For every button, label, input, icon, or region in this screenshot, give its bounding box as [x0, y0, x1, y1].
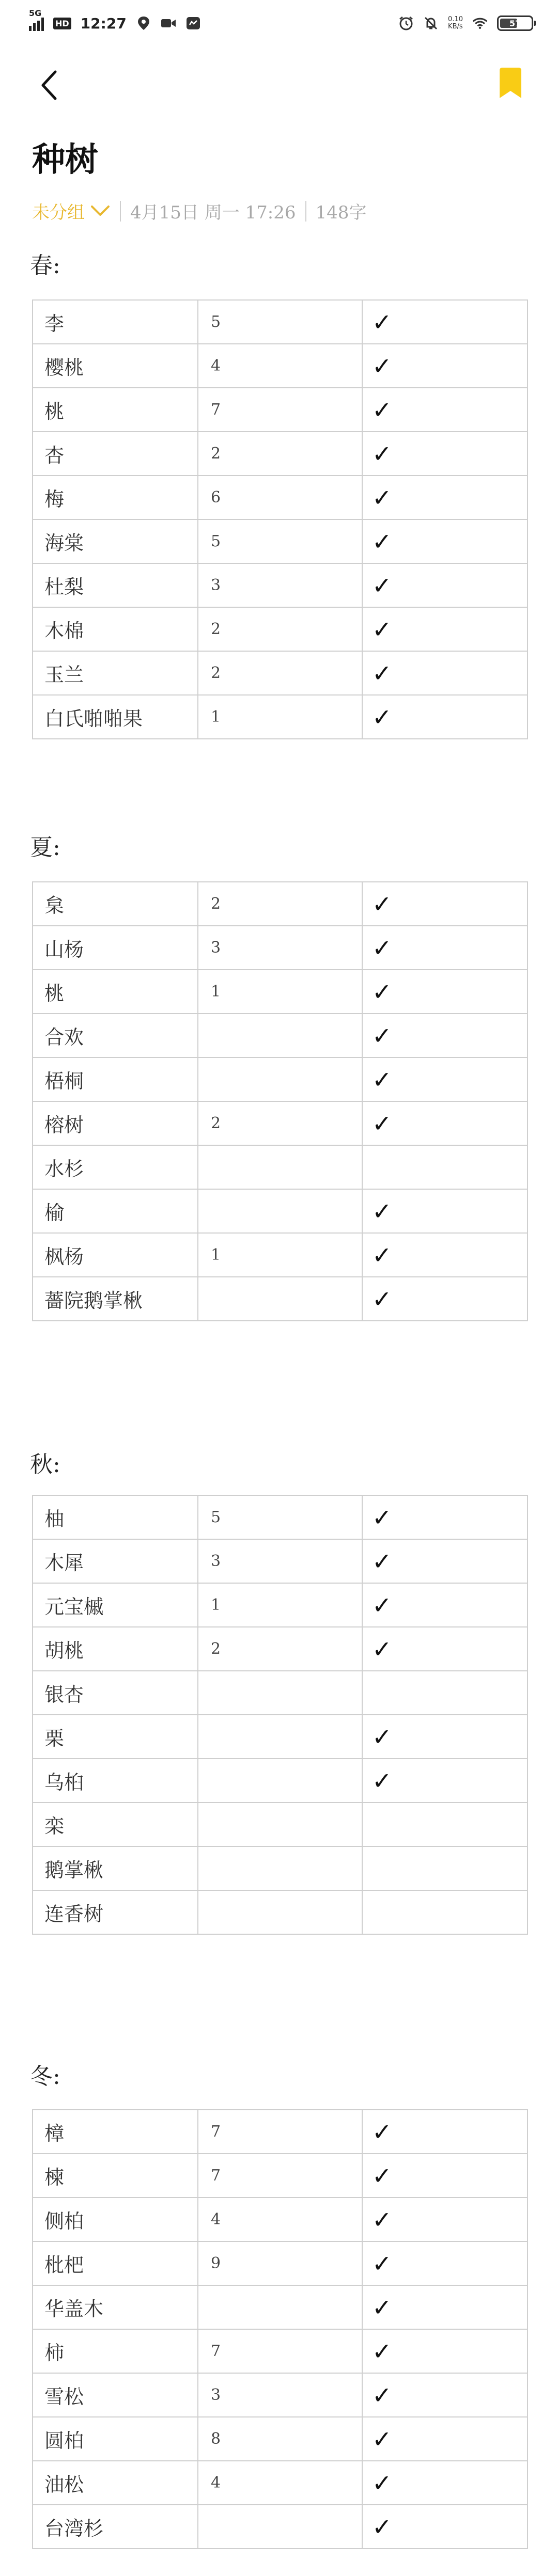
done-check-cell[interactable]: ✓: [362, 882, 528, 926]
quantity-cell[interactable]: 1: [198, 970, 362, 1014]
quantity-cell[interactable]: 2: [198, 1101, 362, 1145]
done-check-cell[interactable]: ✓: [362, 651, 528, 695]
note-title[interactable]: 种树: [32, 140, 98, 179]
quantity-cell[interactable]: [198, 1057, 362, 1101]
tree-name-cell[interactable]: 银杏: [33, 1671, 198, 1715]
tree-name-cell[interactable]: 枇杷: [33, 2241, 198, 2285]
tree-name-cell[interactable]: 榆: [33, 1189, 198, 1233]
status-bar: [0, 0, 558, 46]
tree-name-cell[interactable]: 鹅掌楸: [33, 1846, 198, 1890]
section-heading-spring: 春:: [30, 252, 60, 279]
quantity-cell[interactable]: 3: [198, 1539, 362, 1583]
table-row: [33, 2505, 528, 2549]
tree-name-cell[interactable]: 水杉: [33, 1145, 198, 1189]
table-row: [33, 2461, 528, 2505]
quantity-cell[interactable]: 7: [198, 2154, 362, 2198]
quantity-cell[interactable]: [198, 1803, 362, 1846]
quantity-cell[interactable]: 7: [198, 388, 362, 432]
done-check-cell[interactable]: ✓: [362, 2505, 528, 2549]
done-check-cell[interactable]: ✓: [362, 2241, 528, 2285]
network-speed: [448, 16, 463, 30]
table-row: [33, 882, 528, 926]
table-row: [33, 476, 528, 519]
note-date: 4月15日 周一 17:26: [130, 202, 296, 223]
tree-name-cell[interactable]: 木犀: [33, 1539, 198, 1583]
message-icon: [185, 15, 201, 31]
tree-name-cell[interactable]: 樱桃: [33, 344, 198, 388]
table-row: [33, 1189, 528, 1233]
tree-name-cell[interactable]: 木棉: [33, 607, 198, 651]
tree-name-cell[interactable]: 榕树: [33, 1101, 198, 1145]
quantity-cell[interactable]: 2: [198, 607, 362, 651]
done-check-cell[interactable]: [362, 1846, 528, 1890]
table-row: [33, 344, 528, 388]
done-check-cell[interactable]: ✓: [362, 2154, 528, 2198]
done-check-cell[interactable]: ✓: [362, 2329, 528, 2373]
table-row: [33, 1890, 528, 1934]
done-check-cell[interactable]: ✓: [362, 695, 528, 739]
table-row: [33, 2241, 528, 2285]
quantity-cell[interactable]: 8: [198, 2417, 362, 2461]
tree-name-cell[interactable]: 元宝槭: [33, 1583, 198, 1627]
tree-name-cell[interactable]: 桃: [33, 970, 198, 1014]
table-row: [33, 2198, 528, 2241]
done-check-cell[interactable]: ✓: [362, 2373, 528, 2417]
word-count: 148字: [315, 202, 367, 223]
table-row: [33, 651, 528, 695]
table-row: [33, 1715, 528, 1759]
tree-name-cell[interactable]: 圆柏: [33, 2417, 198, 2461]
tree-name-cell[interactable]: 连香树: [33, 1890, 198, 1934]
tree-name-cell[interactable]: 胡桃: [33, 1627, 198, 1671]
bookmark-button[interactable]: [495, 65, 526, 101]
quantity-cell[interactable]: [198, 1145, 362, 1189]
network-type: 5G: [29, 8, 42, 18]
tree-name-cell[interactable]: 山杨: [33, 926, 198, 970]
tree-name-cell[interactable]: 杏: [33, 432, 198, 476]
done-check-cell[interactable]: ✓: [362, 970, 528, 1014]
quantity-cell[interactable]: [198, 1014, 362, 1057]
back-button[interactable]: [31, 67, 67, 103]
table-row: [33, 2110, 528, 2154]
video-camera-icon: [161, 15, 176, 31]
quantity-cell[interactable]: 3: [198, 563, 362, 607]
tree-name-cell[interactable]: 柚: [33, 1495, 198, 1539]
table-autumn: [32, 1495, 528, 1935]
tree-name-cell[interactable]: 梧桐: [33, 1057, 198, 1101]
table-row: [33, 1846, 528, 1890]
tree-name-cell[interactable]: 薔院鹅掌楸: [33, 1277, 198, 1321]
done-check-cell[interactable]: ✓: [362, 1057, 528, 1101]
tree-name-cell[interactable]: 玉兰: [33, 651, 198, 695]
table-winter: [32, 2109, 528, 2549]
wifi-icon: [472, 15, 488, 31]
table-row: [33, 388, 528, 432]
quantity-cell[interactable]: 7: [198, 2329, 362, 2373]
table-row: [33, 2417, 528, 2461]
table-row: [33, 607, 528, 651]
done-check-cell[interactable]: [362, 1145, 528, 1189]
chevron-down-icon: [90, 204, 111, 218]
table-row: [33, 1495, 528, 1539]
table-row: [33, 1101, 528, 1145]
done-check-cell[interactable]: ✓: [362, 1189, 528, 1233]
quantity-cell[interactable]: 2: [198, 651, 362, 695]
table-row: [33, 2154, 528, 2198]
done-check-cell[interactable]: ✓: [362, 519, 528, 563]
quantity-cell[interactable]: [198, 1759, 362, 1803]
tree-name-cell[interactable]: 合欢: [33, 1014, 198, 1057]
table-row: [33, 1671, 528, 1715]
table-summer: [32, 881, 528, 1321]
hd-badge: HD: [53, 18, 71, 29]
table-row: [33, 970, 528, 1014]
quantity-cell[interactable]: 1: [198, 1233, 362, 1277]
tree-name-cell[interactable]: 栗: [33, 1715, 198, 1759]
tree-name-cell[interactable]: 侧柏: [33, 2198, 198, 2241]
quantity-cell[interactable]: 9: [198, 2241, 362, 2285]
quantity-cell[interactable]: 7: [198, 2110, 362, 2154]
tree-name-cell[interactable]: 柿: [33, 2329, 198, 2373]
done-check-cell[interactable]: ✓: [362, 432, 528, 476]
tree-name-cell[interactable]: 台湾杉: [33, 2505, 198, 2549]
done-check-cell[interactable]: ✓: [362, 1583, 528, 1627]
done-check-cell[interactable]: ✓: [362, 1759, 528, 1803]
table-row: [33, 1277, 528, 1321]
tree-name-cell[interactable]: 樟: [33, 2110, 198, 2154]
quantity-cell[interactable]: 5: [198, 519, 362, 563]
alarm-icon: [398, 15, 414, 31]
tree-name-cell[interactable]: 油松: [33, 2461, 198, 2505]
quantity-cell[interactable]: 1: [198, 695, 362, 739]
bookmark-icon: [498, 67, 523, 99]
table-row: [33, 1145, 528, 1189]
top-nav: [0, 57, 558, 114]
table-row: [33, 2285, 528, 2329]
tree-name-cell[interactable]: 杜梨: [33, 563, 198, 607]
section-heading-winter: 冬:: [30, 2063, 60, 2090]
quantity-cell[interactable]: 1: [198, 1583, 362, 1627]
tree-name-cell[interactable]: 海棠: [33, 519, 198, 563]
quantity-cell[interactable]: 4: [198, 2461, 362, 2505]
section-heading-autumn: 秋:: [30, 1451, 60, 1478]
done-check-cell[interactable]: [362, 1890, 528, 1934]
location-pin-icon: [136, 15, 151, 31]
done-check-cell[interactable]: ✓: [362, 2461, 528, 2505]
quantity-cell[interactable]: 2: [198, 432, 362, 476]
tree-name-cell[interactable]: 乌桕: [33, 1759, 198, 1803]
done-check-cell[interactable]: ✓: [362, 1715, 528, 1759]
quantity-cell[interactable]: [198, 1277, 362, 1321]
tree-name-cell[interactable]: 李: [33, 300, 198, 344]
battery-level: 57: [509, 18, 521, 28]
battery-icon: [497, 15, 533, 31]
table-row: [33, 1014, 528, 1057]
done-check-cell[interactable]: ✓: [362, 1101, 528, 1145]
tree-name-cell[interactable]: 桃: [33, 388, 198, 432]
done-check-cell[interactable]: ✓: [362, 1495, 528, 1539]
quantity-cell[interactable]: 3: [198, 2373, 362, 2417]
tree-name-cell[interactable]: 白氏啪啪果: [33, 695, 198, 739]
done-check-cell[interactable]: [362, 1671, 528, 1715]
table-row: [33, 1583, 528, 1627]
quantity-cell[interactable]: [198, 2505, 362, 2549]
done-check-cell[interactable]: ✓: [362, 1233, 528, 1277]
table-row: [33, 1233, 528, 1277]
table-row: [33, 2373, 528, 2417]
group-selector[interactable]: [32, 198, 111, 224]
table-row: [33, 1057, 528, 1101]
quantity-cell[interactable]: 6: [198, 476, 362, 519]
table-row: [33, 1759, 528, 1803]
meta-divider: [120, 201, 121, 222]
done-check-cell[interactable]: ✓: [362, 1277, 528, 1321]
tree-name-cell[interactable]: 枫杨: [33, 1233, 198, 1277]
done-check-cell[interactable]: ✓: [362, 476, 528, 519]
quantity-cell[interactable]: 4: [198, 2198, 362, 2241]
done-check-cell[interactable]: [362, 1803, 528, 1846]
note-meta: [32, 198, 366, 224]
quantity-cell[interactable]: [198, 1846, 362, 1890]
network-speed-unit: KB/s: [448, 23, 463, 30]
table-row: [33, 1539, 528, 1583]
tree-name-cell[interactable]: 雪松: [33, 2373, 198, 2417]
table-row: [33, 2329, 528, 2373]
bell-off-icon: [423, 15, 439, 31]
quantity-cell[interactable]: 4: [198, 344, 362, 388]
table-row: [33, 1803, 528, 1846]
done-check-cell[interactable]: ✓: [362, 2110, 528, 2154]
table-spring: [32, 299, 528, 739]
quantity-cell[interactable]: [198, 2285, 362, 2329]
quantity-cell[interactable]: 2: [198, 882, 362, 926]
quantity-cell[interactable]: 5: [198, 300, 362, 344]
done-check-cell[interactable]: ✓: [362, 926, 528, 970]
cellular-signal-icon: [29, 8, 44, 31]
group-label: 未分组: [32, 202, 85, 223]
table-row: [33, 563, 528, 607]
done-check-cell[interactable]: ✓: [362, 1014, 528, 1057]
table-row: [33, 432, 528, 476]
done-check-cell[interactable]: ✓: [362, 563, 528, 607]
tree-name-cell[interactable]: 华盖木: [33, 2285, 198, 2329]
table-row: [33, 1627, 528, 1671]
done-check-cell[interactable]: ✓: [362, 300, 528, 344]
done-check-cell[interactable]: ✓: [362, 2198, 528, 2241]
tree-name-cell[interactable]: 梅: [33, 476, 198, 519]
tree-name-cell[interactable]: 栾: [33, 1803, 198, 1846]
tree-name-cell[interactable]: 枲: [33, 882, 198, 926]
done-check-cell[interactable]: ✓: [362, 2417, 528, 2461]
table-row: [33, 519, 528, 563]
chevron-left-icon: [39, 70, 59, 101]
done-check-cell[interactable]: ✓: [362, 1539, 528, 1583]
quantity-cell[interactable]: [198, 1189, 362, 1233]
network-speed-value: 0.10: [448, 15, 463, 23]
quantity-cell[interactable]: [198, 1715, 362, 1759]
table-row: [33, 695, 528, 739]
table-row: [33, 300, 528, 344]
quantity-cell[interactable]: [198, 1671, 362, 1715]
done-check-cell[interactable]: ✓: [362, 607, 528, 651]
quantity-cell[interactable]: 2: [198, 1627, 362, 1671]
done-check-cell[interactable]: ✓: [362, 344, 528, 388]
status-time: 12:27: [80, 14, 127, 32]
done-check-cell[interactable]: ✓: [362, 1627, 528, 1671]
quantity-cell[interactable]: 5: [198, 1495, 362, 1539]
quantity-cell[interactable]: 3: [198, 926, 362, 970]
table-row: [33, 926, 528, 970]
done-check-cell[interactable]: ✓: [362, 2285, 528, 2329]
tree-name-cell[interactable]: 楝: [33, 2154, 198, 2198]
done-check-cell[interactable]: ✓: [362, 388, 528, 432]
quantity-cell[interactable]: [198, 1890, 362, 1934]
section-heading-summer: 夏:: [30, 834, 60, 861]
meta-divider: [305, 201, 306, 222]
